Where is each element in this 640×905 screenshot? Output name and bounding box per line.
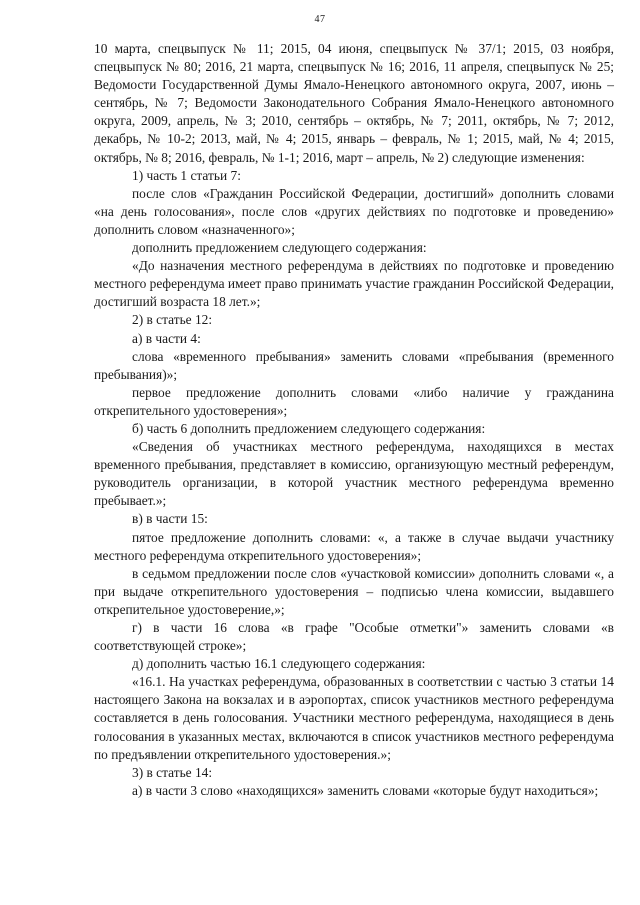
page-number: 47 — [314, 14, 326, 25]
document-body — [94, 40, 614, 800]
paragraph: в) в части 15: — [132, 511, 208, 527]
paragraph: б) часть 6 дополнить предложением следующего содержания: — [132, 420, 486, 436]
paragraph: г) в части 16 слова «в графе "Особые отметки"» заменить словами «в соответствующей строке»; — [94, 620, 614, 654]
paragraph: «Сведения об участниках местного референдума, находящихся в местах временного пребывания, представляет в комиссию, организующую местный референдум, руководитель организации, в которой участник местного референдума временно пребывает.»; — [94, 439, 614, 509]
paragraph: после слов «Гражданин Российской Федерации, достигший» дополнить словами «на день голосования», после слов «других действиях по подготовке и проведению» дополнить словом «назначенного»; — [94, 185, 614, 237]
paragraph: в седьмом предложении после слов «участковой комиссии» дополнить словами «, а при выдаче открепительного удостоверения – подписью члена комиссии, выдавшего открепительное удостоверение,»; — [94, 565, 614, 617]
paragraph: 3) в статье 14: — [132, 764, 213, 780]
paragraph: дополнить предложением следующего содержания: — [132, 240, 427, 256]
paragraph: а) в части 4: — [132, 330, 201, 346]
paragraph: «16.1. На участках референдума, образованных в соответствии с частью 3 статьи 14 настоящего Закона на вокзалах и в аэропортах, список участников местного референдума составляется в день голосования. Участники местного референдума, находящиеся в день голосования в указанных местах, включаются в список участников местного референдума по предъявлении открепительного удостоверения.»; — [94, 674, 614, 762]
paragraph: д) дополнить частью 16.1 следующего содержания: — [132, 656, 426, 672]
paragraph: 2) в статье 12: — [132, 312, 213, 328]
paragraph: первое предложение дополнить словами «либо наличие у гражданина открепительного удостоверения»; — [94, 384, 614, 418]
paragraph: 10 марта, спецвыпуск № 11; 2015, 04 июня, спецвыпуск № 37/1; 2015, 03 ноября, спецвыпуск № 80; 2016, 21 марта, спецвыпуск № 16; 2016, 11 апреля, спецвыпуск № 25; Ведомости Государственной Думы Ямало-Ненецкого автономного округа, 2007, июнь – сентябрь, № 7; Ведомости Законодательного Собрания Ямало-Ненецкого автономного округа, 2009, апрель, № 3; 2010, сентябрь – октябрь, № 7; 2011, октябрь, № 7; 2012, декабрь, № 10-2; 2013, май, № 4; 2015, январь – февраль, № 1; 2015, май, № 4; 2015, октябрь, № 8; 2016, февраль, № 1-1; 2016, март – апрель, № 2) следующие изменения: — [94, 41, 614, 165]
paragraph: пятое предложение дополнить словами: «, а также в случае выдачи участнику местного референдума открепительного удостоверения»; — [94, 529, 614, 563]
paragraph: «До назначения местного референдума в действиях по подготовке и проведению местного референдума имеет право принимать участие гражданин Российской Федерации, достигший возраста 18 лет.»; — [94, 258, 614, 310]
paragraph: 1) часть 1 статьи 7: — [132, 167, 241, 183]
paragraph: слова «временного пребывания» заменить словами «пребывания (временного пребывания)»; — [94, 348, 614, 382]
paragraph: а) в части 3 слово «находящихся» заменить словами «которые будут находиться»; — [132, 782, 599, 798]
